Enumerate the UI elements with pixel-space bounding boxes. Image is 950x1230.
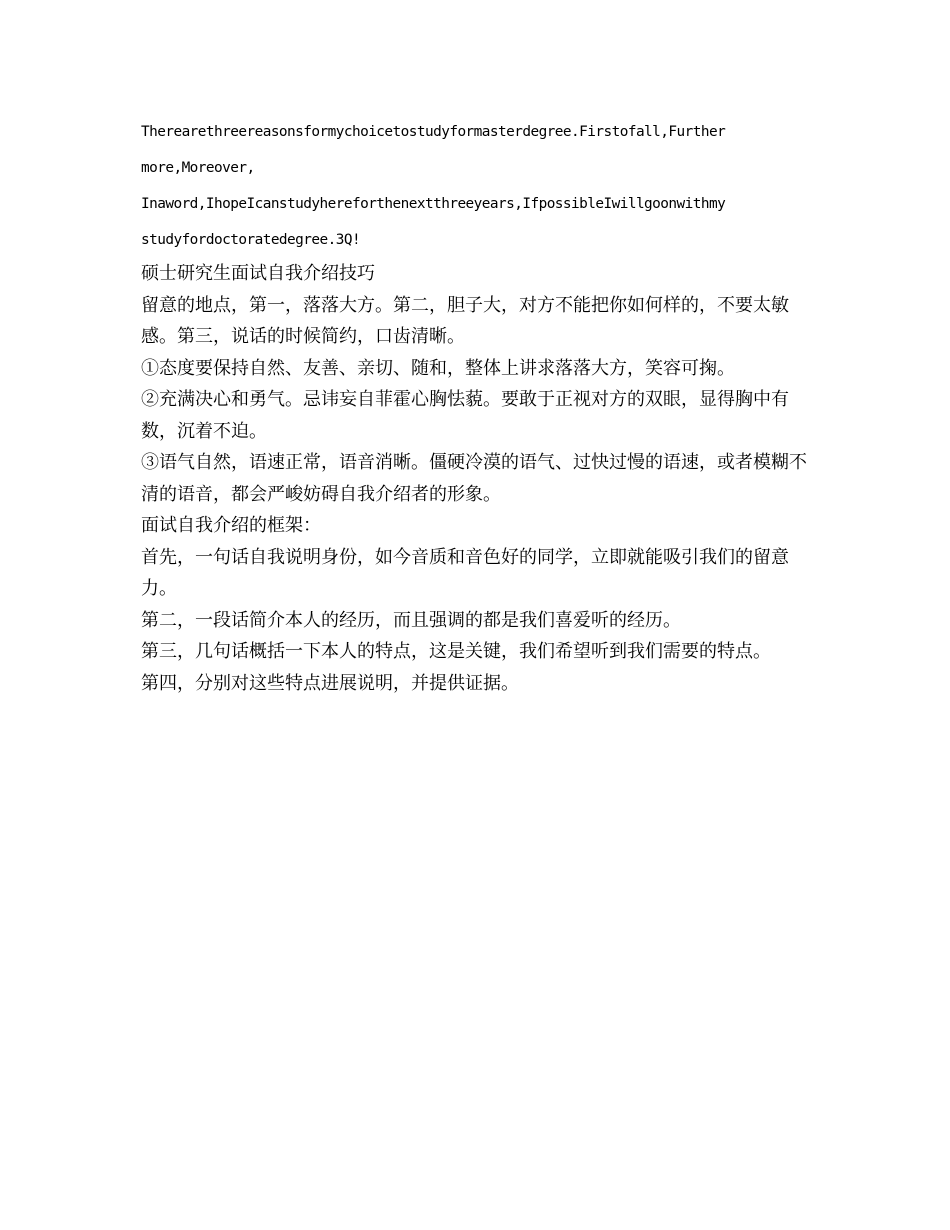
intro-paragraph: 留意的地点，第一，落落大方。第二，胆子大，对方不能把你如何样的，不要太敏感。第三，说话的时候简约，口齿清晰。 <box>141 294 789 347</box>
framework-item: 第四，分别对这些特点进展说明，并提供证据。 <box>141 672 519 694</box>
framework-item: 第二，一段话简介本人的经历，而且强调的都是我们喜爱听的经历。 <box>141 609 681 631</box>
tip-item: ③语气自然，语速正常，语音消晰。僵硬冷漠的语气、过快过慢的语速，或者模糊不清的语音，都会严峻妨碍自我介绍者的形象。 <box>141 452 807 505</box>
english-line: Inaword,IhopeIcanstudyhereforthenextthreeyears,IfpossibleIwillgoonwithmy <box>141 196 726 212</box>
tip-item: ②充满决心和勇气。忌讳妄自菲霍心胸怯藐。要敢于正视对方的双眼，显得胸中有数，沉着不迫。 <box>141 389 789 442</box>
framework-title: 面试自我介绍的框架： <box>141 515 321 536</box>
english-line: studyfordoctoratedegree.3Q! <box>141 232 361 248</box>
document-body <box>141 114 811 699</box>
tip-item: ①态度要保持自然、友善、亲切、随和，整体上讲求落落大方，笑容可掬。 <box>141 357 735 379</box>
section-heading: 硕士研究生面试自我介绍技巧 <box>141 263 375 284</box>
english-line: more,Moreover, <box>141 160 255 176</box>
english-line: Therearethreereasonsformychoicetostudyformasterdegree.Firstofall,Further <box>141 124 726 140</box>
framework-item: 第三，几句话概括一下本人的特点，这是关键，我们希望听到我们需要的特点。 <box>141 641 771 662</box>
framework-item: 首先，一句话自我说明身份，如今音质和音色好的同学，立即就能吸引我们的留意力。 <box>141 546 789 599</box>
